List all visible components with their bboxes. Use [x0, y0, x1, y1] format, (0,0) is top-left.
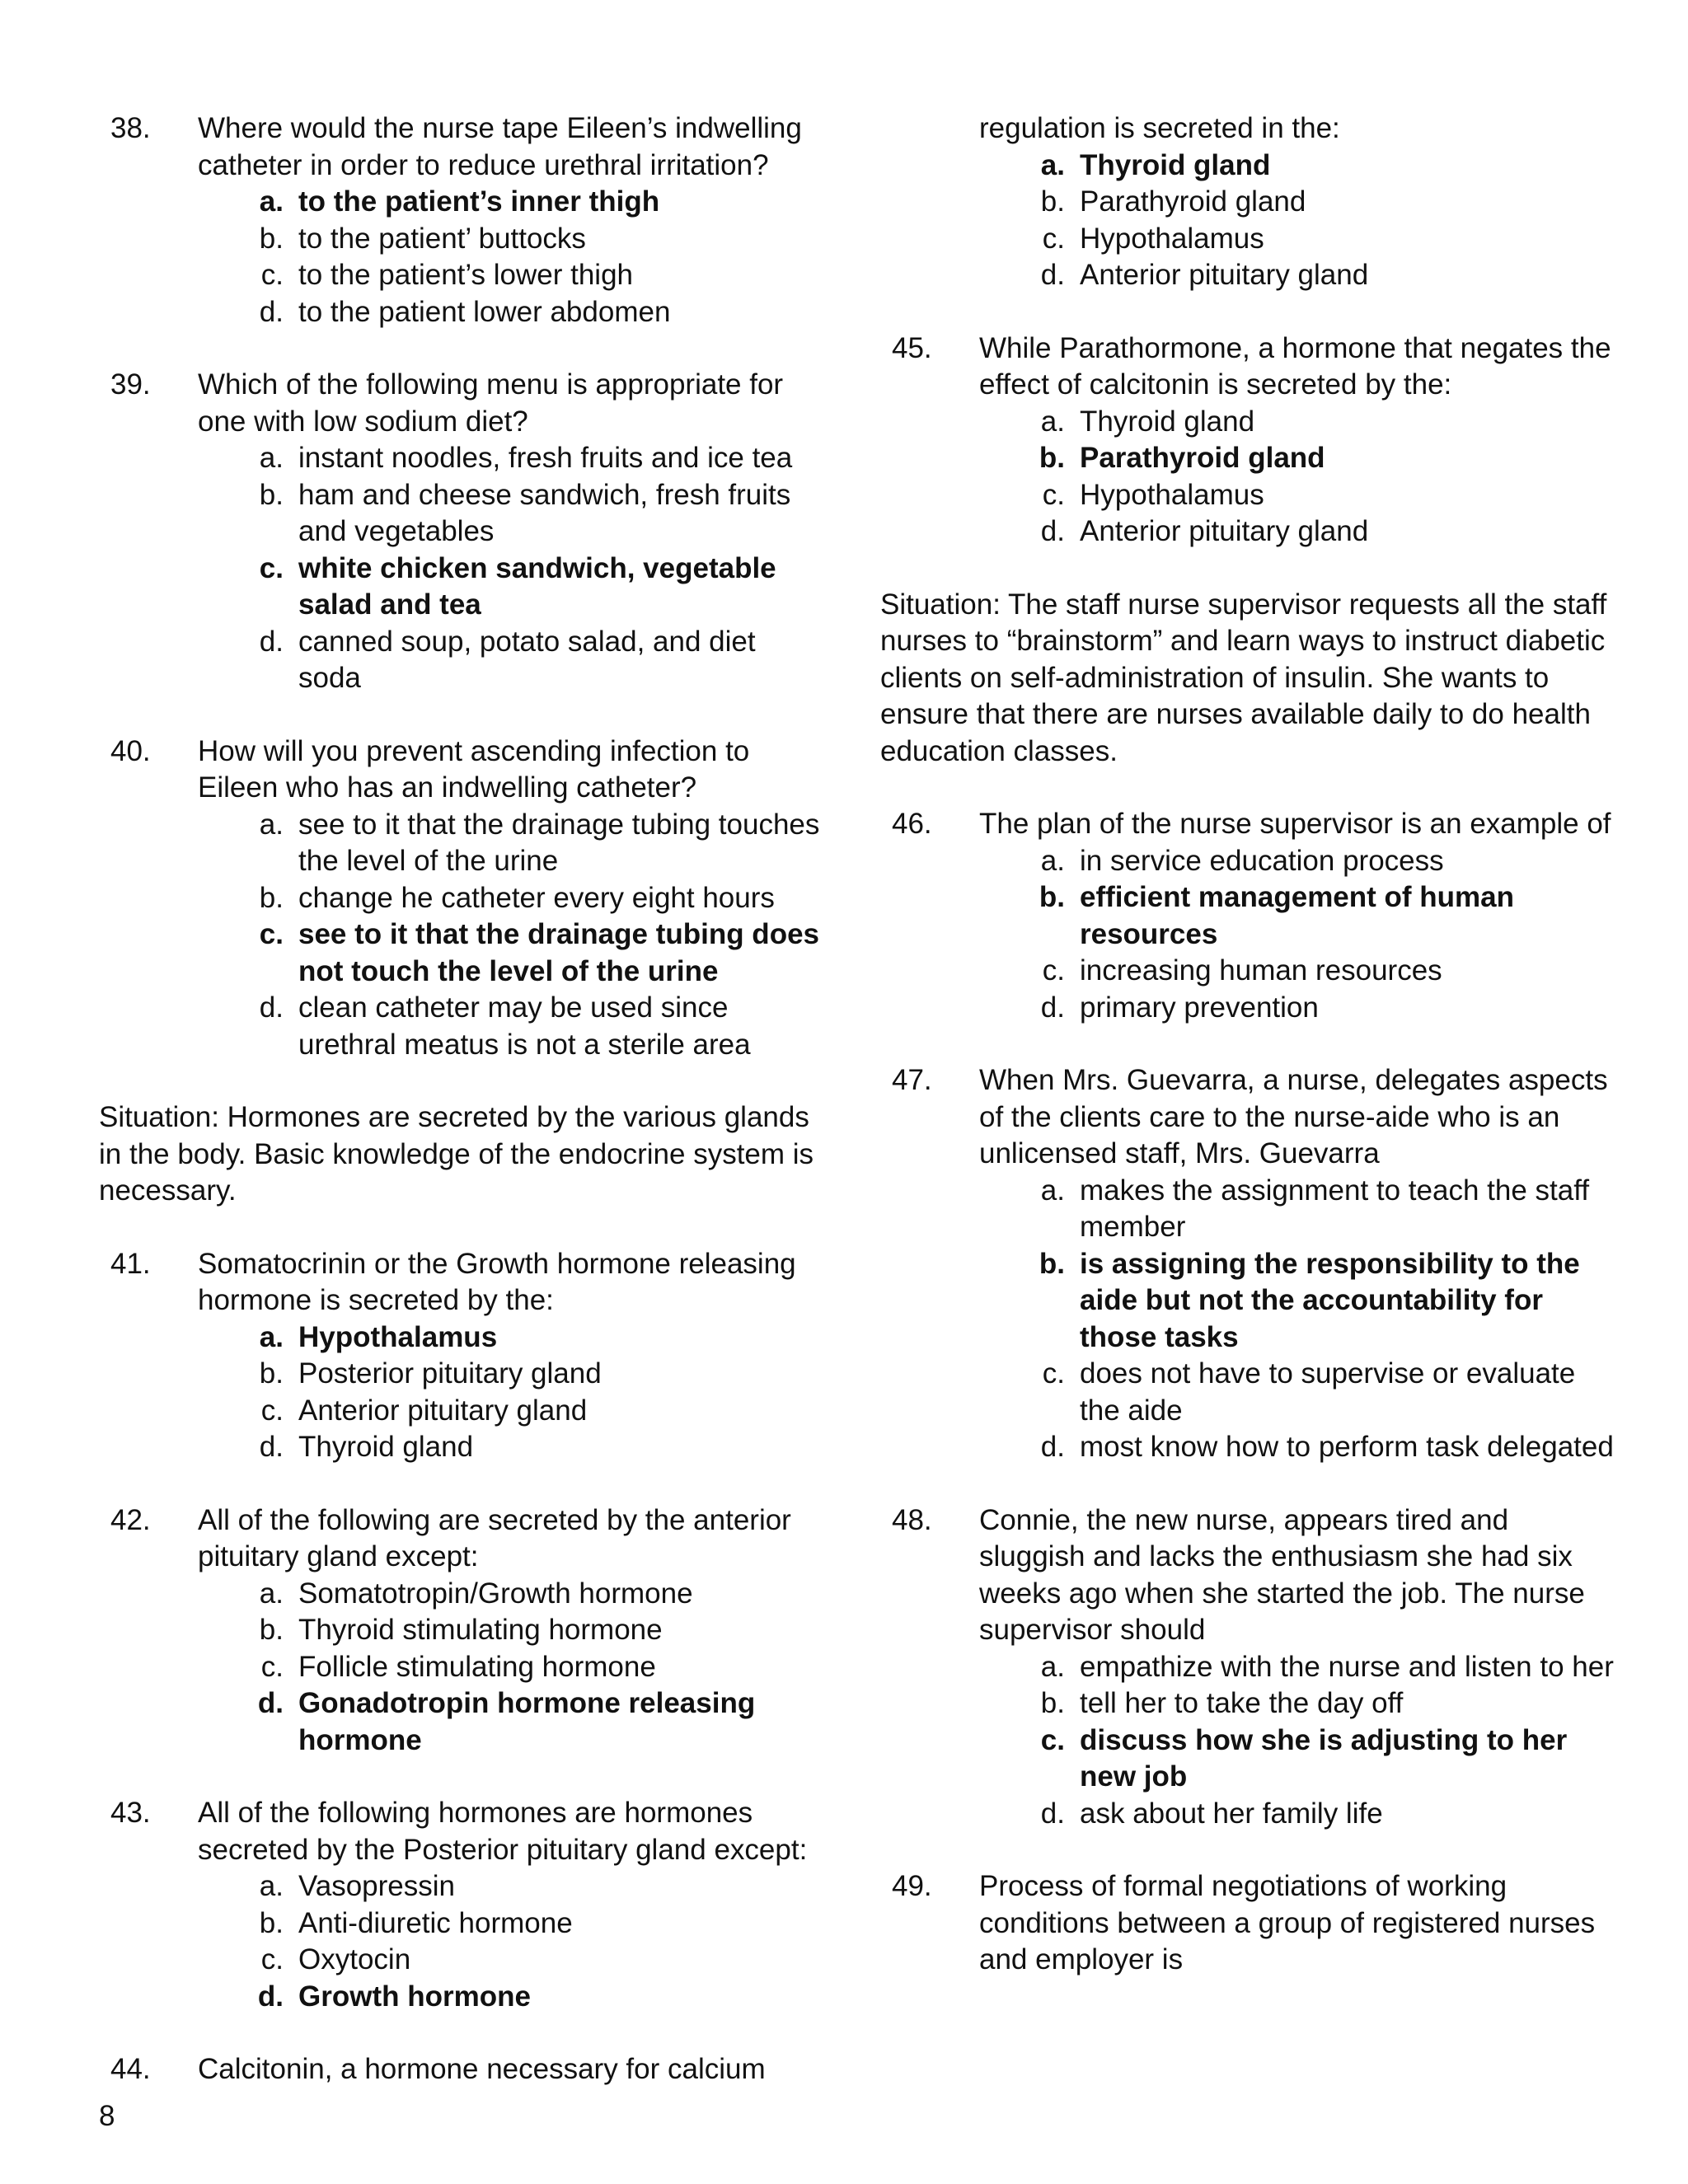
option-a [249, 184, 824, 221]
question-39 [99, 367, 824, 697]
option-letter: a. [259, 442, 284, 474]
question-number: 46. [892, 808, 932, 840]
option-text: see to it that the drainage tubing does not touch the level of the urine [298, 918, 819, 987]
question-49 [880, 1868, 1622, 1979]
option-text: ham and cheese sandwich, fresh fruits and vegetables [298, 478, 791, 547]
option-d [249, 1979, 824, 2016]
option-d [1030, 1429, 1622, 1466]
option-letter: c. [260, 1650, 284, 1683]
option-letter: c. [259, 551, 284, 584]
question-number: 39. [110, 368, 151, 401]
options-list [249, 1319, 824, 1466]
option-text: increasing human resources [1080, 954, 1442, 987]
option-c [1030, 477, 1622, 514]
question-number: 44. [110, 2053, 151, 2085]
option-c [1030, 953, 1622, 990]
options-list [1030, 404, 1622, 551]
question-text: When Mrs. Guevarra, a nurse, delegates aspects of the clients care to the nurse-aide who is an unlicensed staff, Mrs. Guevarra [979, 1064, 1608, 1169]
option-letter: b. [1040, 1687, 1065, 1719]
options-list [249, 184, 824, 330]
option-text: makes the assignment to teach the staff member [1080, 1174, 1590, 1243]
question-42 [99, 1502, 824, 1760]
question-number: 41. [110, 1247, 151, 1280]
option-text: to the patient’s inner thigh [298, 185, 660, 218]
option-text: empathize with the nurse and listen to her [1080, 1650, 1614, 1683]
option-text: to the patient’s lower thigh [298, 259, 634, 291]
option-text: is assigning the responsibility to the aide but not the accountability for those tasks [1080, 1247, 1580, 1353]
option-letter: d. [1040, 259, 1065, 291]
situation-supervisor: Situation: The staff nurse supervisor requests all the staff nurses to “brainstorm” and learn ways to instruct diabetic clients on self-administration of insulin. She wants to ensure that there are nurses available daily to do health education classes. [880, 588, 1607, 767]
option-text: Vasopressin [298, 1870, 456, 1902]
option-text: clean catheter may be used since urethral meatus is not a sterile area [298, 991, 751, 1061]
option-text: does not have to supervise or evaluate the aide [1080, 1357, 1576, 1427]
option-text: see to it that the drainage tubing touches the level of the urine [298, 808, 820, 877]
situation-endocrine: Situation: Hormones are secreted by the various glands in the body. Basic knowledge of the endocrine system is necessary. [99, 1101, 814, 1207]
option-letter: b. [259, 222, 284, 255]
option-letter: a. [259, 185, 284, 218]
option-letter: c. [260, 1943, 284, 1975]
options-list [1030, 1649, 1622, 1833]
question-text: Somatocrinin or the Growth hormone releasing hormone is secreted by the: [198, 1247, 796, 1316]
option-letter: c. [260, 259, 284, 291]
option-letter: c. [1040, 1723, 1065, 1756]
options-list [249, 1868, 824, 2015]
option-d [1030, 990, 1622, 1027]
option-letter: b. [1039, 442, 1065, 474]
page-number: 8 [99, 2100, 115, 2132]
option-letter: d. [1040, 991, 1065, 1024]
option-text: Gonadotropin hormone releasing hormone [298, 1687, 756, 1756]
option-letter: a. [1040, 1174, 1065, 1207]
option-letter: a. [259, 1320, 284, 1353]
options-list [249, 440, 824, 697]
option-letter: d. [259, 625, 284, 658]
option-letter: d. [1040, 1431, 1065, 1463]
option-letter: c. [259, 918, 284, 950]
option-d [1030, 257, 1622, 294]
options-list [1030, 1173, 1622, 1466]
options-list [249, 1576, 824, 1760]
option-a [1030, 1173, 1622, 1246]
question-text: Connie, the new nurse, appears tired and sluggish and lacks the enthusiasm she had six weeks ago when she started the job. The nurse supervisor should [979, 1503, 1585, 1646]
options-list [249, 807, 824, 1064]
option-c [1030, 221, 1622, 258]
option-letter: b. [1040, 185, 1065, 218]
question-text: While Parathormone, a hormone that negates the effect of calcitonin is secreted by the: [979, 331, 1611, 401]
right-column [880, 110, 1622, 2015]
option-text: canned soup, potato salad, and diet soda [298, 625, 756, 694]
option-b [249, 1612, 824, 1649]
option-letter: b. [1039, 881, 1065, 913]
option-b [1030, 1685, 1622, 1722]
option-b [1030, 1246, 1622, 1357]
option-a [1030, 1649, 1622, 1686]
option-letter: c. [1042, 954, 1065, 987]
option-text: Parathyroid gland [1080, 185, 1306, 218]
option-d [1030, 513, 1622, 551]
option-letter: d. [259, 1431, 284, 1463]
option-letter: b. [259, 881, 284, 914]
option-text: efficient management of human resources [1080, 881, 1515, 950]
option-letter: a. [1040, 148, 1065, 181]
question-text: Where would the nurse tape Eileen’s indwelling catheter in order to reduce urethral irritation? [198, 112, 802, 181]
option-c [1030, 1356, 1622, 1429]
option-text: Thyroid gland [1080, 148, 1271, 181]
option-letter: d. [257, 1687, 284, 1719]
option-text: Thyroid stimulating hormone [298, 1614, 663, 1646]
question-text-continued: regulation is secreted in the: [979, 112, 1340, 144]
option-text: Anterior pituitary gland [1080, 259, 1369, 291]
option-letter: a. [259, 1577, 284, 1610]
option-c [249, 1393, 824, 1430]
question-44-continued [880, 110, 1622, 294]
option-c [249, 1942, 824, 1979]
option-a [1030, 148, 1622, 185]
option-letter: b. [1039, 1247, 1065, 1280]
options-list [1030, 843, 1622, 1027]
option-a [1030, 404, 1622, 441]
question-text: All of the following are secreted by the anterior pituitary gland except: [198, 1503, 791, 1572]
option-letter: c. [1042, 222, 1065, 255]
question-40 [99, 733, 824, 1064]
option-text: Growth hormone [298, 1980, 531, 2013]
option-text: instant noodles, fresh fruits and ice tea [298, 442, 793, 474]
option-c [249, 257, 824, 294]
option-letter: d. [259, 295, 284, 328]
option-letter: d. [1040, 515, 1065, 547]
option-text: Hypothalamus [1080, 222, 1264, 255]
question-38 [99, 110, 824, 330]
question-41 [99, 1246, 824, 1466]
question-text: The plan of the nurse supervisor is an example of [979, 808, 1611, 840]
option-c [249, 1649, 824, 1686]
question-number: 43. [110, 1797, 151, 1829]
option-text: Parathyroid gland [1080, 442, 1325, 474]
option-text: Posterior pituitary gland [298, 1357, 602, 1390]
option-text: Somatotropin/Growth hormone [298, 1577, 693, 1610]
question-text: Calcitonin, a hormone necessary for calcium [198, 2053, 766, 2085]
option-a [249, 1868, 824, 1905]
option-text: Anterior pituitary gland [298, 1394, 588, 1427]
option-letter: d. [259, 991, 284, 1024]
question-number: 45. [892, 331, 932, 364]
option-d [249, 294, 824, 331]
question-number: 48. [892, 1503, 932, 1536]
option-text: Hypothalamus [1080, 478, 1264, 511]
option-b [249, 477, 824, 551]
question-48 [880, 1502, 1622, 1833]
option-text: change he catheter every eight hours [298, 881, 775, 914]
option-d [249, 990, 824, 1063]
option-b [249, 1356, 824, 1393]
option-a [249, 440, 824, 477]
option-letter: a. [259, 1870, 284, 1902]
question-43 [99, 1795, 824, 2015]
options-list [1030, 148, 1622, 294]
option-b [249, 221, 824, 258]
question-text: Which of the following menu is appropriate for one with low sodium diet? [198, 368, 784, 438]
question-47 [880, 1062, 1622, 1466]
question-45 [880, 330, 1622, 551]
option-text: most know how to perform task delegated [1080, 1431, 1614, 1463]
question-number: 42. [110, 1503, 151, 1536]
left-column [99, 110, 824, 2125]
option-letter: d. [1040, 1797, 1065, 1830]
option-d [249, 624, 824, 697]
question-number: 47. [892, 1064, 932, 1096]
question-number: 38. [110, 112, 151, 144]
option-text: in service education process [1080, 844, 1444, 877]
option-text: Hypothalamus [298, 1320, 498, 1353]
option-text: Thyroid gland [1080, 405, 1255, 438]
option-text: primary prevention [1080, 991, 1319, 1024]
option-a [249, 1319, 824, 1357]
option-c [1030, 1722, 1622, 1796]
option-b [1030, 879, 1622, 953]
option-text: white chicken sandwich, vegetable salad and tea [298, 551, 776, 621]
option-a [249, 807, 824, 880]
option-letter: a. [1040, 405, 1065, 438]
option-text: ask about her family life [1080, 1797, 1383, 1830]
option-letter: b. [259, 1357, 284, 1390]
option-b [249, 1905, 824, 1943]
option-c [249, 551, 824, 624]
option-text: Follicle stimulating hormone [298, 1650, 656, 1683]
option-letter: c. [1042, 478, 1065, 511]
option-b [249, 880, 824, 917]
option-text: tell her to take the day off [1080, 1687, 1404, 1719]
option-d [1030, 1796, 1622, 1833]
option-c [249, 916, 824, 990]
question-number: 49. [892, 1870, 932, 1902]
option-text: discuss how she is adjusting to her new job [1080, 1723, 1568, 1793]
question-number: 40. [110, 734, 151, 767]
option-letter: a. [1040, 844, 1065, 877]
option-b [1030, 440, 1622, 477]
option-letter: b. [259, 1614, 284, 1646]
option-letter: a. [259, 808, 284, 841]
question-46 [880, 806, 1622, 1026]
option-text: Anterior pituitary gland [1080, 515, 1369, 547]
option-b [1030, 184, 1622, 221]
option-text: Thyroid gland [298, 1431, 474, 1463]
option-d [249, 1685, 824, 1759]
option-text: Oxytocin [298, 1943, 411, 1975]
question-text: All of the following hormones are hormones secreted by the Posterior pituitary gland except: [198, 1797, 808, 1866]
option-text: to the patient lower abdomen [298, 295, 671, 328]
option-text: Anti-diuretic hormone [298, 1906, 573, 1939]
option-letter: b. [259, 478, 284, 511]
option-a [249, 1576, 824, 1613]
option-letter: a. [1040, 1650, 1065, 1683]
option-text: to the patient’ buttocks [298, 222, 586, 255]
option-letter: c. [1042, 1357, 1065, 1390]
option-letter: b. [259, 1906, 284, 1939]
option-letter: c. [260, 1394, 284, 1427]
option-letter: d. [257, 1980, 284, 2013]
question-44 [99, 2051, 824, 2088]
question-text: How will you prevent ascending infection to Eileen who has an indwelling catheter? [198, 734, 750, 804]
question-text: Process of formal negotiations of working conditions between a group of registered nurses and employer is [979, 1870, 1596, 1975]
option-a [1030, 843, 1622, 880]
option-d [249, 1429, 824, 1466]
